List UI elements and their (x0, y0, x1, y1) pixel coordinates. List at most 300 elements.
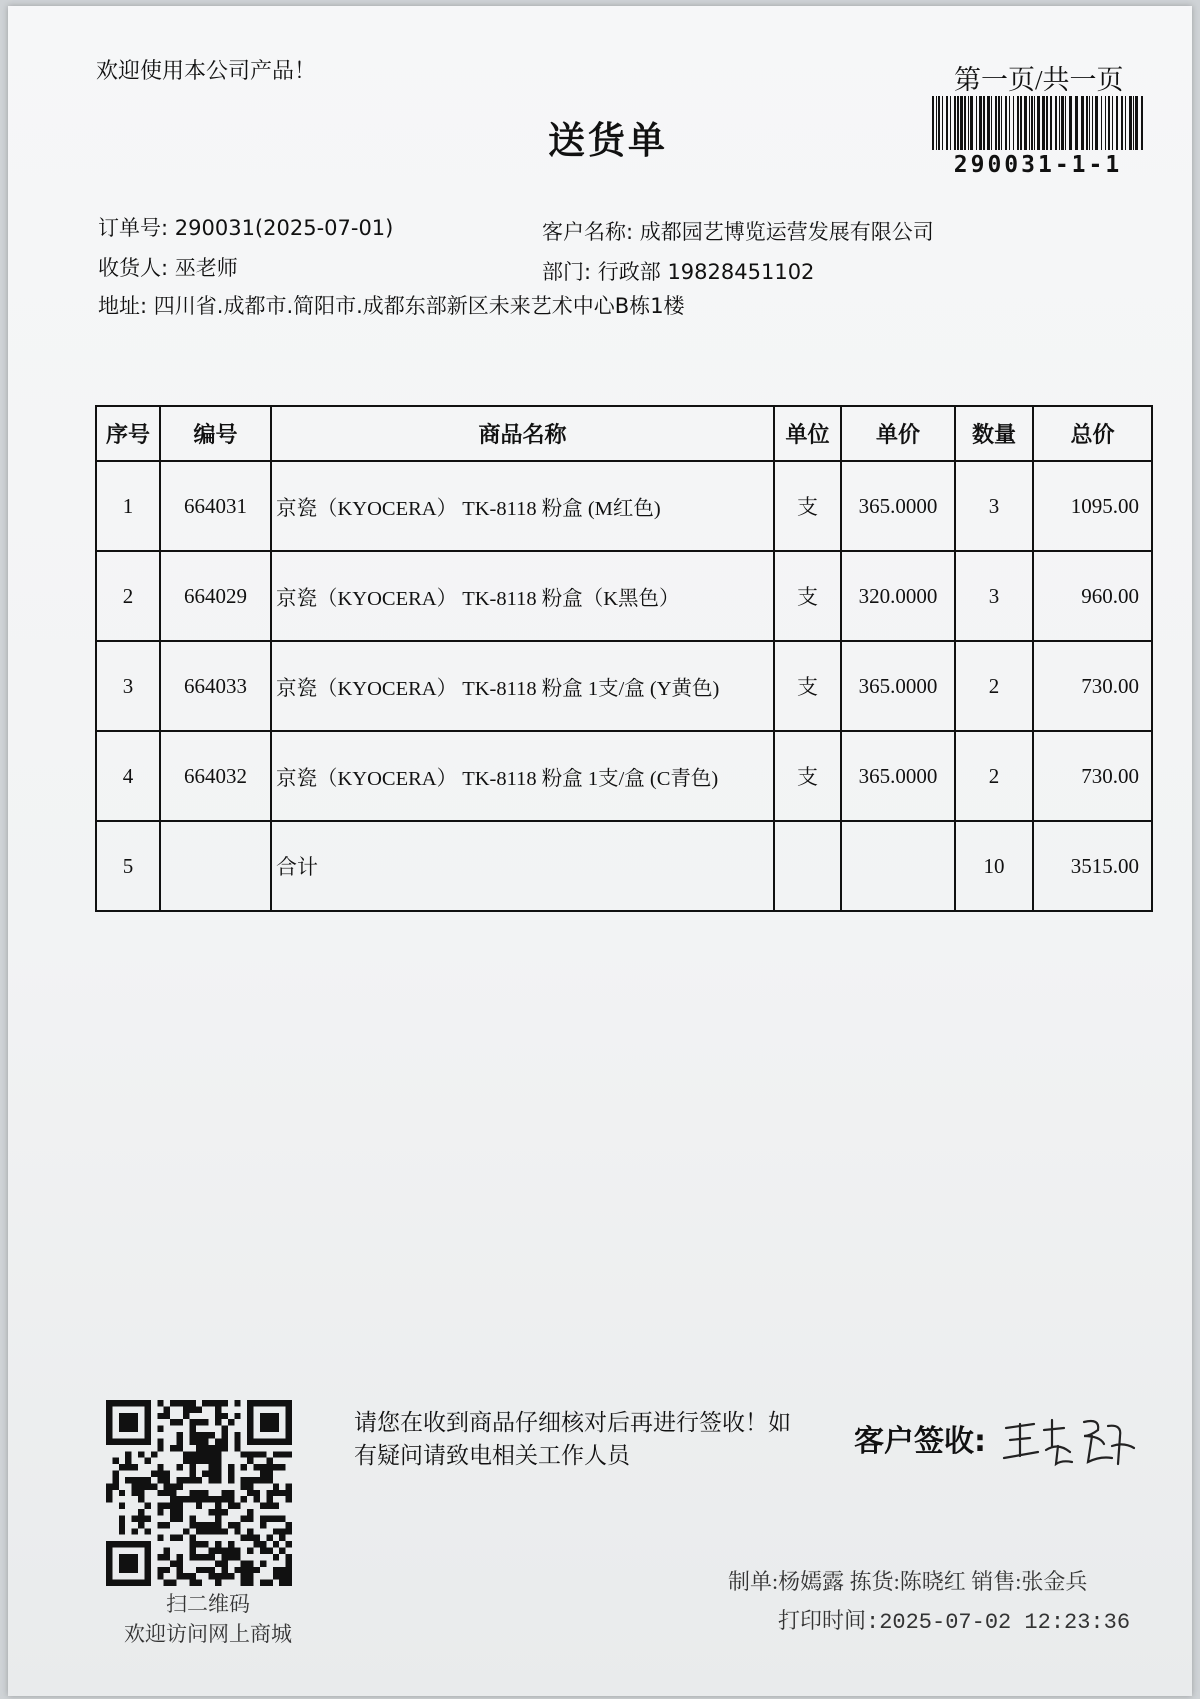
barcode-bar (1037, 96, 1040, 150)
order-number-value: 290031(2025-07-01) (174, 216, 394, 240)
qr-module (189, 1496, 195, 1502)
qr-module (254, 1535, 260, 1541)
table-summary-row (96, 821, 1152, 911)
barcode-number: 290031-1-1 (953, 152, 1123, 178)
qr-module (132, 1567, 138, 1573)
qr-module (247, 1573, 253, 1579)
qr-module (132, 1477, 138, 1483)
qr-module (164, 1522, 170, 1528)
qr-module (183, 1496, 189, 1502)
qr-module (196, 1406, 202, 1412)
qr-module (254, 1400, 260, 1406)
qr-module (183, 1406, 189, 1412)
qr-module (202, 1554, 208, 1560)
qr-module (132, 1515, 138, 1521)
qr-module (144, 1406, 150, 1412)
qr-module (241, 1573, 247, 1579)
qr-module (202, 1458, 208, 1464)
qr-module (144, 1541, 150, 1547)
qr-module (177, 1509, 183, 1515)
qr-module (273, 1503, 279, 1509)
barcode-bar (983, 96, 985, 150)
qr-module (119, 1554, 125, 1560)
qr-module (189, 1438, 195, 1444)
barcode-bar (1101, 96, 1102, 150)
qr-module (221, 1554, 227, 1560)
barcode-bar (1029, 96, 1030, 150)
barcode-bar (1024, 96, 1027, 150)
qr-module (202, 1528, 208, 1534)
qr-module (260, 1471, 266, 1477)
qr-module (164, 1413, 170, 1419)
delivery-note-sheet (8, 6, 1192, 1696)
welcome-text: 欢迎使用本公司产品！ (96, 59, 317, 84)
qr-module (286, 1451, 292, 1457)
qr-module (254, 1490, 260, 1496)
cell-code: 664031 (160, 461, 271, 551)
qr-module (106, 1419, 112, 1425)
qr-module (228, 1503, 234, 1509)
barcode-bar (1092, 96, 1093, 150)
qr-module (266, 1477, 272, 1483)
qr-module (228, 1471, 234, 1477)
barcode-bar (968, 96, 969, 150)
qr-module (215, 1560, 221, 1566)
qr-module (286, 1413, 292, 1419)
qr-module (125, 1438, 131, 1444)
qr-module (125, 1413, 131, 1419)
barcode-bar (1135, 96, 1138, 150)
qr-module (209, 1522, 215, 1528)
barcode-bar (964, 96, 966, 150)
qr-module (189, 1406, 195, 1412)
qr-module (260, 1464, 266, 1470)
qr-module (177, 1535, 183, 1541)
barcode-bar (1069, 96, 1072, 150)
qr-module (125, 1464, 131, 1470)
qr-module (221, 1445, 227, 1451)
qr-module (144, 1400, 150, 1406)
qr-module (170, 1535, 176, 1541)
qr-module (254, 1438, 260, 1444)
qr-module (254, 1464, 260, 1470)
summary-label: 合计 (271, 821, 774, 911)
qr-module (221, 1413, 227, 1419)
qr-module (286, 1400, 292, 1406)
qr-module (247, 1426, 253, 1432)
qr-module (234, 1567, 240, 1573)
qr-module (286, 1496, 292, 1502)
qr-module (221, 1400, 227, 1406)
qr-module (202, 1445, 208, 1451)
qr-module (177, 1560, 183, 1566)
barcode-bar (1020, 96, 1022, 150)
cell-code: 664029 (160, 551, 271, 641)
header-quantity: 数量 (955, 406, 1033, 461)
qr-module (164, 1580, 170, 1586)
table-row (96, 461, 1152, 551)
barcode-bar (936, 96, 937, 150)
qr-module (144, 1503, 150, 1509)
qr-module (221, 1496, 227, 1502)
qr-module (138, 1509, 144, 1515)
qr-module (170, 1400, 176, 1406)
qr-module (260, 1451, 266, 1457)
qr-module (228, 1573, 234, 1579)
barcode-bar (1081, 96, 1084, 150)
qr-module (177, 1438, 183, 1444)
qr-module (106, 1573, 112, 1579)
qr-module (151, 1471, 157, 1477)
qr-module (254, 1477, 260, 1483)
qr-module (170, 1560, 176, 1566)
qr-module (196, 1490, 202, 1496)
qr-module (273, 1573, 279, 1579)
qr-module (144, 1580, 150, 1586)
qr-module (177, 1477, 183, 1483)
qr-module (241, 1477, 247, 1483)
qr-module (241, 1560, 247, 1566)
qr-module (189, 1477, 195, 1483)
barcode-bar (1042, 96, 1045, 150)
qr-module (106, 1432, 112, 1438)
qr-module (286, 1522, 292, 1528)
qr-module (119, 1567, 125, 1573)
customer-name-value: 成都园艺博览运营发展有限公司 (639, 220, 934, 244)
qr-module (106, 1554, 112, 1560)
cell-quantity: 3 (955, 461, 1033, 551)
cell-total: 730.00 (1033, 731, 1152, 821)
barcode-image (932, 96, 1144, 150)
qr-module (247, 1432, 253, 1438)
qr-module (189, 1573, 195, 1579)
qr-module (260, 1503, 266, 1509)
qr-module (266, 1458, 272, 1464)
cell-seq: 4 (96, 731, 160, 821)
qr-module (241, 1464, 247, 1470)
barcode-bar (991, 96, 992, 150)
qr-module (157, 1554, 163, 1560)
qr-module (279, 1464, 285, 1470)
qr-module (286, 1573, 292, 1579)
qr-module (209, 1451, 215, 1457)
qr-module (273, 1554, 279, 1560)
qr-module (144, 1548, 150, 1554)
qr-module (119, 1580, 125, 1586)
qr-module (266, 1580, 272, 1586)
qr-module (247, 1413, 253, 1419)
qr-module (241, 1535, 247, 1541)
qr-module (202, 1432, 208, 1438)
cell-quantity: 2 (955, 731, 1033, 821)
qr-module (170, 1509, 176, 1515)
qr-module (189, 1419, 195, 1425)
barcode-bar (1095, 96, 1098, 150)
qr-module (196, 1522, 202, 1528)
qr-module (106, 1400, 112, 1406)
qr-caption (88, 1589, 328, 1649)
qr-module (215, 1458, 221, 1464)
qr-module (241, 1496, 247, 1502)
qr-module (144, 1528, 150, 1534)
qr-module (273, 1490, 279, 1496)
qr-module (273, 1483, 279, 1489)
qr-module (221, 1438, 227, 1444)
barcode-bar (1116, 96, 1118, 150)
qr-module (234, 1432, 240, 1438)
barcode-bar (1061, 96, 1064, 150)
qr-module (106, 1483, 112, 1489)
qr-module (132, 1438, 138, 1444)
qr-module (273, 1426, 279, 1432)
qr-module (228, 1548, 234, 1554)
qr-module (177, 1515, 183, 1521)
qr-module (125, 1458, 131, 1464)
barcode-bar (1108, 96, 1110, 150)
qr-module (260, 1426, 266, 1432)
qr-module (221, 1560, 227, 1566)
qr-module (215, 1580, 221, 1586)
header-unit-price: 单价 (841, 406, 955, 461)
barcode-bar (1129, 96, 1132, 150)
address-label: 地址: (98, 294, 148, 318)
qr-module (119, 1438, 125, 1444)
qr-module (247, 1419, 253, 1425)
qr-module (106, 1580, 112, 1586)
qr-module (106, 1426, 112, 1432)
qr-module (189, 1451, 195, 1457)
qr-module (164, 1554, 170, 1560)
qr-module (273, 1451, 279, 1457)
qr-module (286, 1560, 292, 1566)
qr-module (138, 1483, 144, 1489)
qr-module (228, 1554, 234, 1560)
qr-module (183, 1413, 189, 1419)
qr-module (247, 1483, 253, 1489)
qr-module (247, 1451, 253, 1457)
qr-module (119, 1515, 125, 1521)
qr-module (196, 1419, 202, 1425)
qr-module (234, 1503, 240, 1509)
qr-module (209, 1528, 215, 1534)
qr-module (286, 1432, 292, 1438)
qr-module (196, 1503, 202, 1509)
qr-module (125, 1567, 131, 1573)
qr-module (112, 1541, 118, 1547)
qr-module (170, 1496, 176, 1502)
qr-module (144, 1477, 150, 1483)
qr-module (215, 1464, 221, 1470)
qr-module (234, 1554, 240, 1560)
qr-module (202, 1400, 208, 1406)
qr-module (279, 1515, 285, 1521)
qr-module (157, 1567, 163, 1573)
qr-module (279, 1535, 285, 1541)
qr-module (144, 1573, 150, 1579)
qr-module (157, 1426, 163, 1432)
qr-module (170, 1490, 176, 1496)
qr-module (234, 1413, 240, 1419)
barcode-bar (1005, 96, 1007, 150)
qr-module (132, 1464, 138, 1470)
qr-module (125, 1541, 131, 1547)
qr-module (164, 1483, 170, 1489)
barcode-bar (950, 96, 951, 150)
qr-module (228, 1419, 234, 1425)
barcode-bar (1125, 96, 1126, 150)
cell-unit-price: 365.0000 (841, 731, 955, 821)
qr-module (138, 1438, 144, 1444)
qr-module (196, 1438, 202, 1444)
qr-module (125, 1477, 131, 1483)
qr-module (215, 1509, 221, 1515)
cell-quantity: 2 (955, 641, 1033, 731)
qr-module (125, 1400, 131, 1406)
qr-module (177, 1464, 183, 1470)
qr-module (119, 1503, 125, 1509)
cell-unit-price: 365.0000 (841, 461, 955, 551)
barcode-bar (942, 96, 943, 150)
address-value: 四川省.成都市.简阳市.成都东部新区未来艺术中心B栋1楼 (153, 294, 685, 318)
qr-module (106, 1560, 112, 1566)
qr-module (266, 1419, 272, 1425)
qr-module (119, 1413, 125, 1419)
qr-module (170, 1515, 176, 1521)
qr-module (209, 1509, 215, 1515)
qr-module (189, 1554, 195, 1560)
qr-module (189, 1458, 195, 1464)
qr-module (119, 1560, 125, 1566)
qr-module (273, 1567, 279, 1573)
qr-module (132, 1413, 138, 1419)
qr-module (209, 1445, 215, 1451)
barcode-bar (957, 96, 959, 150)
qr-module (215, 1541, 221, 1547)
qr-module (144, 1515, 150, 1521)
barcode-bar (946, 96, 948, 150)
qr-module (273, 1515, 279, 1521)
receiver-value: 巫老师 (174, 256, 238, 280)
cell-seq: 1 (96, 461, 160, 551)
qr-module (189, 1515, 195, 1521)
qr-module (247, 1535, 253, 1541)
barcode-bar (1105, 96, 1106, 150)
qr-module (119, 1419, 125, 1425)
qr-module (132, 1483, 138, 1489)
qr-module (202, 1541, 208, 1547)
qr-module (234, 1445, 240, 1451)
qr-module (273, 1464, 279, 1470)
qr-module (170, 1503, 176, 1509)
qr-module (132, 1528, 138, 1534)
cell-seq: 3 (96, 641, 160, 731)
qr-caption-line2: 欢迎访问网上商城 (124, 1622, 292, 1646)
qr-module (260, 1400, 266, 1406)
qr-module (106, 1406, 112, 1412)
qr-module (247, 1528, 253, 1534)
qr-module (209, 1567, 215, 1573)
qr-module (279, 1548, 285, 1554)
qr-module (189, 1490, 195, 1496)
qr-module (215, 1419, 221, 1425)
qr-module (132, 1554, 138, 1560)
qr-module (260, 1541, 266, 1547)
qr-module (106, 1490, 112, 1496)
qr-module (286, 1528, 292, 1534)
qr-module (189, 1426, 195, 1432)
qr-module (202, 1419, 208, 1425)
cell-quantity: 3 (955, 551, 1033, 641)
qr-module (144, 1432, 150, 1438)
qr-module (202, 1438, 208, 1444)
qr-module (138, 1515, 144, 1521)
qr-module (202, 1496, 208, 1502)
qr-module (157, 1573, 163, 1579)
qr-module (266, 1471, 272, 1477)
qr-module (215, 1413, 221, 1419)
qr-module (228, 1522, 234, 1528)
qr-module (177, 1567, 183, 1573)
barcode-bar (976, 96, 977, 150)
qr-module (138, 1496, 144, 1502)
qr-module (183, 1477, 189, 1483)
qr-module (247, 1490, 253, 1496)
qr-module (286, 1426, 292, 1432)
qr-module (266, 1426, 272, 1432)
qr-module (221, 1490, 227, 1496)
qr-module (119, 1426, 125, 1432)
qr-module (119, 1464, 125, 1470)
qr-module (260, 1413, 266, 1419)
qr-module (266, 1438, 272, 1444)
qr-module (215, 1515, 221, 1521)
qr-module (215, 1503, 221, 1509)
qr-module (221, 1432, 227, 1438)
qr-module (221, 1509, 227, 1515)
qr-module (215, 1528, 221, 1534)
qr-module (273, 1419, 279, 1425)
qr-module (177, 1573, 183, 1579)
qr-module (132, 1560, 138, 1566)
qr-module (260, 1580, 266, 1586)
qr-module (215, 1445, 221, 1451)
qr-module (144, 1426, 150, 1432)
staff-line-clip (708, 1558, 1174, 1598)
qr-module (151, 1483, 157, 1489)
qr-module (177, 1419, 183, 1425)
qr-module (260, 1477, 266, 1483)
barcode-bar (1112, 96, 1113, 150)
qr-module (151, 1451, 157, 1457)
qr-module (260, 1515, 266, 1521)
qr-caption-line1: 扫二维码 (166, 1592, 250, 1616)
qr-module (112, 1477, 118, 1483)
qr-module (157, 1438, 163, 1444)
qr-module (273, 1413, 279, 1419)
qr-module (247, 1438, 253, 1444)
qr-module (189, 1541, 195, 1547)
qr-module (196, 1451, 202, 1457)
qr-module (157, 1503, 163, 1509)
qr-module (254, 1567, 260, 1573)
qr-module (273, 1400, 279, 1406)
qr-module (125, 1419, 131, 1425)
qr-module (112, 1471, 118, 1477)
qr-module (144, 1554, 150, 1560)
qr-module (106, 1567, 112, 1573)
qr-code-image (106, 1400, 292, 1586)
document-title: 送货单 (548, 119, 668, 162)
